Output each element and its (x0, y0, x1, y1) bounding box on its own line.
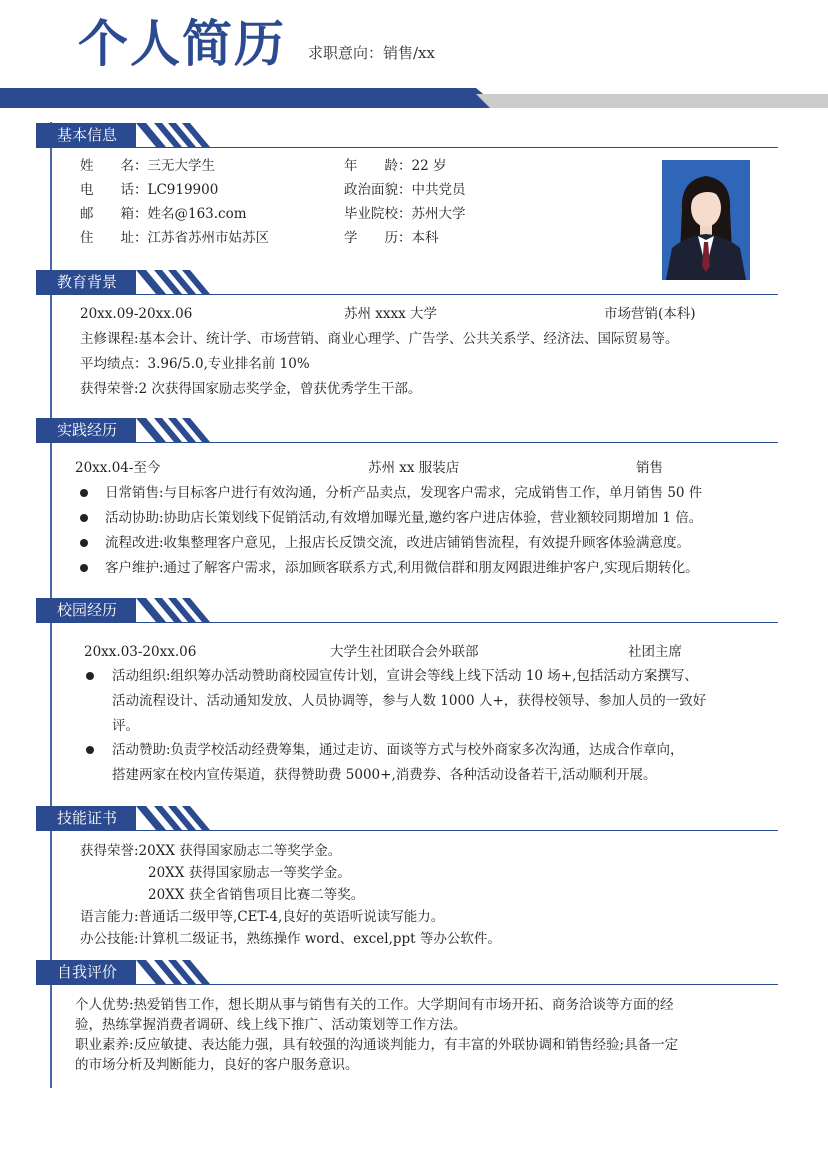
stripes-decoration (136, 418, 216, 442)
stripes-decoration (136, 598, 216, 622)
edu-school: 苏州 xxxx 大学 (344, 306, 438, 322)
self-line: 验，热练掌握消费者调研、线上线下推广、活动策划等工作方法。 (75, 1017, 467, 1033)
section-practice-header (36, 418, 778, 442)
section-underline (36, 294, 778, 295)
bullet-icon (80, 564, 88, 572)
section-self-header (36, 960, 778, 984)
section-campus-title: 校园经历 (36, 598, 136, 622)
edu-courses: 主修课程:基本会计、统计学、市场营销、商业心理学、广告学、公共关系学、经济法、国际贸易等。 (80, 331, 679, 347)
self-line: 职业素养:反应敏捷、表达能力强，具有较强的沟通谈判能力，有丰富的外联协调和销售经验;具备一定 (75, 1037, 679, 1053)
edu-period: 20xx.09-20xx.06 (80, 306, 193, 322)
skills-language: 语言能力:普通话二级甲等,CET-4,良好的英语听说读写能力。 (80, 909, 445, 925)
self-line: 的市场分析及判断能力，良好的客户服务意识。 (75, 1057, 359, 1073)
stripes-decoration (136, 123, 216, 147)
header-bar-gray (476, 94, 828, 108)
stripes-decoration (136, 270, 216, 294)
practice-item: 日常销售:与目标客户进行有效沟通，分析产品卖点，发现客户需求，完成销售工作，单月销售 50 件 (105, 485, 703, 501)
campus-item-line: 活动赞助:负责学校活动经费筹集，通过走访、面谈等方式与校外商家多次沟通，达成合作章向， (112, 742, 684, 758)
basic-degree: 学 历：本科 (344, 230, 439, 246)
skills-office: 办公技能:计算机二级证书，熟练操作 word、excel,ppt 等办公软件。 (80, 931, 501, 947)
practice-item: 活动协助:协助店长策划线下促销活动,有效增加曝光量,邀约客户进店体验，营业额较同期增加 1 倍。 (105, 510, 703, 526)
section-underline (36, 984, 778, 985)
practice-period: 20xx.04-至今 (75, 460, 161, 476)
section-practice-title: 实践经历 (36, 418, 136, 442)
section-self-title: 自我评价 (36, 960, 136, 984)
campus-item-line: 活动流程设计、活动通知发放、人员协调等，参与人数 1000 人+，获得校领导、参加人员的一致好 (112, 693, 707, 709)
stripes-decoration (136, 806, 216, 830)
basic-school: 毕业院校：苏州大学 (344, 206, 466, 222)
campus-org: 大学生社团联合会外联部 (330, 644, 479, 660)
section-skills-header (36, 806, 778, 830)
section-underline (36, 830, 778, 831)
section-basic-title: 基本信息 (36, 123, 136, 147)
section-campus-header (36, 598, 778, 622)
bullet-icon (86, 746, 94, 754)
campus-item-line: 活动组织:组织筹办活动赞助商校园宣传计划，宣讲会等线上线下活动 10 场+,包括活动方案撰写、 (112, 668, 698, 684)
page-title: 个人简历 (78, 15, 286, 73)
header-bar-blue (0, 88, 500, 108)
section-underline (36, 442, 778, 443)
bullet-icon (80, 514, 88, 522)
bullet-icon (80, 489, 88, 497)
basic-name: 姓 名：三无大学生 (80, 158, 215, 174)
section-education-title: 教育背景 (36, 270, 136, 294)
section-underline (36, 147, 778, 148)
section-basic-header (36, 123, 778, 147)
profile-photo (662, 160, 750, 280)
practice-item: 客户维护:通过了解客户需求，添加顾客联系方式,利用微信群和朋友网跟进维护客户,实现后期转化。 (105, 560, 699, 576)
bullet-icon (80, 539, 88, 547)
skills-honor: 获得荣誉:20XX 获得国家励志二等奖学金。 (80, 843, 342, 859)
stripes-decoration (136, 960, 216, 984)
edu-gpa: 平均绩点：3.96/5.0,专业排名前 10% (80, 356, 310, 372)
bullet-icon (86, 672, 94, 680)
campus-item-line: 搭建两家在校内宣传渠道，获得赞助费 5000+,消费券、各种活动设备若干,活动顺利开展。 (112, 767, 657, 783)
skills-honor: 20XX 获全省销售项目比赛二等奖。 (148, 887, 365, 903)
edu-honors: 获得荣誉:2 次获得国家励志奖学金，曾获优秀学生干部。 (80, 381, 422, 397)
campus-role: 社团主席 (628, 644, 682, 660)
section-skills-title: 技能证书 (36, 806, 136, 830)
section-education-header (36, 270, 778, 294)
edu-major: 市场营销(本科) (604, 306, 696, 322)
self-line: 个人优势:热爱销售工作，想长期从事与销售有关的工作。大学期间有市场开拓、商务洽谈等方面的经 (75, 997, 674, 1013)
job-intent: 求职意向：销售/xx (308, 44, 435, 62)
campus-period: 20xx.03-20xx.06 (84, 644, 197, 660)
skills-honor: 20XX 获得国家励志一等奖学金。 (148, 865, 351, 881)
practice-item: 流程改进:收集整理客户意见，上报店长反馈交流，改进店铺销售流程，有效提升顾客体验满意度。 (105, 535, 691, 551)
campus-item-line: 评。 (112, 718, 139, 734)
basic-email: 邮 箱：姓名@163.com (80, 206, 247, 222)
section-underline (36, 622, 778, 623)
basic-address: 住 址：江苏省苏州市姑苏区 (80, 230, 269, 246)
practice-role: 销售 (636, 460, 663, 476)
basic-age: 年 龄：22 岁 (344, 158, 447, 174)
basic-phone: 电 话：LC919900 (80, 182, 219, 198)
basic-politics: 政治面貌：中共党员 (344, 182, 466, 198)
practice-company: 苏州 xx 服装店 (368, 460, 460, 476)
